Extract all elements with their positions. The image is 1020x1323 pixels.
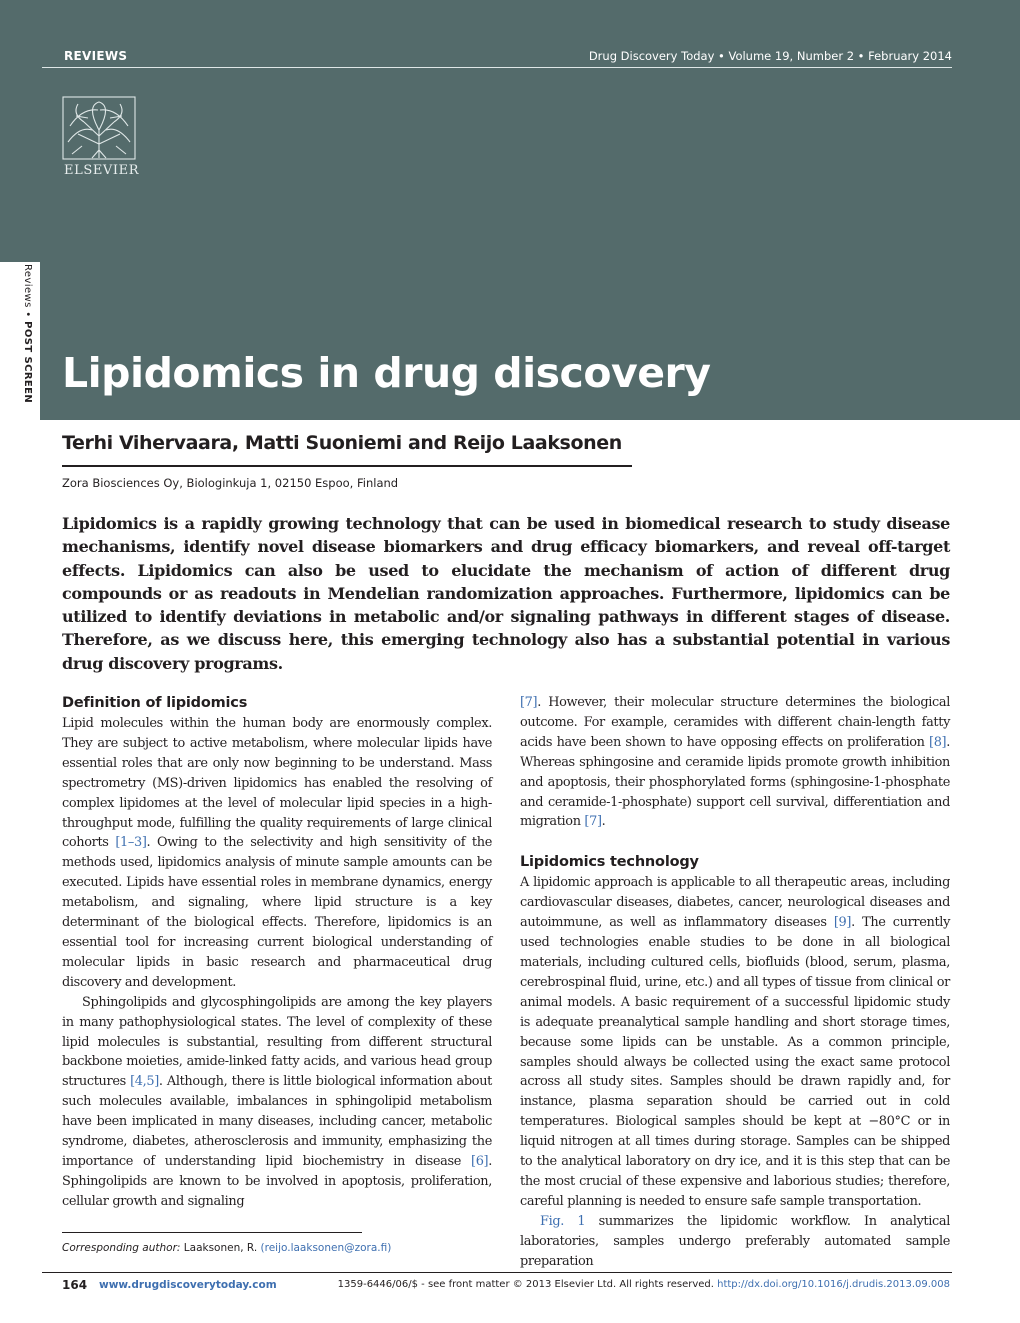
- section-label: REVIEWS: [64, 49, 128, 63]
- copyright-line: 1359-6446/06/$ - see front matter © 2013 Elsevier Ltd. All rights reserved. http://dx.doi.org/10.1016/j.drudis.2013.09.008: [337, 1279, 950, 1290]
- citation-link[interactable]: [1–3]: [115, 835, 147, 851]
- footnote-rule: [62, 1232, 362, 1233]
- right-column: [520, 693, 950, 1271]
- body-paragraph: Sphingolipids and glycosphingolipids are among the key players in many pathophysiological states. The level of complexity of these lipid molecules is substantial, resulting from different structural backbone moieties, amide-linked fatty acids, and various head group structures [4,5]. Although, there is little biological information about such molecules available, imbalances in sphingolipid metabolism have been implicated in many diseases, including cancer, metabolic syndrome, diabetes, atherosclerosis and immunity, emphasizing the importance of understanding lipid biochemistry in disease [6]. Sphingolipids are known to be involved in apoptosis, proliferation, cellular growth and signaling: [62, 994, 492, 1209]
- figure-link[interactable]: Fig. 1: [540, 1213, 586, 1229]
- doi-link[interactable]: http://dx.doi.org/10.1016/j.drudis.2013.09.008: [717, 1279, 950, 1290]
- corresponding-author-note: Corresponding author: Laaksonen, R. (reijo.laaksonen@zora.fi): [62, 1242, 392, 1254]
- journal-website-link[interactable]: www.drugdiscoverytoday.com: [99, 1279, 277, 1291]
- article-title: Lipidomics in drug discovery: [62, 349, 711, 397]
- citation-link[interactable]: [4,5]: [130, 1074, 159, 1090]
- citation-link[interactable]: [7]: [584, 814, 602, 830]
- body-paragraph: A lipidomic approach is applicable to all therapeutic areas, including cardiovascular diseases, diabetes, cancer, neurological diseases and autoimmune, as well as inflammatory diseases [9]. The currently used technologies enable studies to be done in all biological materials, including cultured cells, biofluids (blood, serum, plasma, cerebrospinal fluid, urine, etc.) and all types of tissue from clinical or animal models. A basic requirement of a successful lipidomic study is adequate preanalytical sample handling and short storage times, because some lipids can be unstable. As a common principle, samples should always be collected using the exact same protocol across all study sites. Samples should be drawn rapidly and, for instance, plasma separation should be carried out in cold temperatures. Biological samples should be kept at −80°C or in liquid nitrogen at all times during storage. Samples can be shipped to the analytical laboratory on dry ice, and it is this step that can be the most crucial of these expensive and laborious studies; therefore, careful planning is needed to ensure safe sample transportation.: [520, 875, 951, 1209]
- body-paragraph: Fig. 1 summarizes the lipidomic workflow. In analytical laboratories, samples undergo preferably automated sample preparation: [520, 1213, 950, 1269]
- author-list: Terhi Vihervaara, Matti Suoniemi and Reijo Laaksonen: [62, 432, 622, 454]
- side-tab-label: Reviews • POST SCREEN: [22, 264, 33, 404]
- body-paragraph: Lipid molecules within the human body are enormously complex. They are subject to active metabolism, where molecular lipids have essential roles that are only now beginning to be understand. Mass spectrometry (MS)-driven lipidomics has enabled the resolving of complex lipidomes at the level of molecular lipid species in a high-throughput mode, fulfilling the quality requirements of large clinical cohorts [1–3]. Owing to the selectivity and high sensitivity of the methods used, lipidomics analysis of minute sample amounts can be executed. Lipids have essential roles in membrane dynamics, energy metabolism, and signaling, where lipid structure is a key determinant of the biological effects. Therefore, lipidomics is an essential tool for increasing current biological understanding of molecular lipids in basic research and pharmaceutical drug discovery and development.: [62, 716, 492, 990]
- citation-link[interactable]: [6]: [471, 1153, 489, 1169]
- publisher-wordmark: ELSEVIER: [64, 163, 140, 178]
- citation-link[interactable]: [9]: [833, 915, 852, 931]
- affiliation: Zora Biosciences Oy, Biologinkuja 1, 02150 Espoo, Finland: [62, 476, 399, 490]
- citation-link[interactable]: [8]: [929, 734, 947, 750]
- author-email-link[interactable]: (reijo.laaksonen@zora.fi): [260, 1242, 392, 1254]
- page-number: 164: [62, 1278, 88, 1292]
- section-heading-technology: Lipidomics technology: [520, 854, 699, 871]
- left-column: [62, 693, 492, 1212]
- abstract: Lipidomics is a rapidly growing technology that can be used in biomedical research to study disease mechanisms, identify novel disease biomarkers and drug efficacy biomarkers, and reveal off-target effects. Lipidomics can also be used to elucidate the mechanism of action of different drug compounds or as readouts in Mendelian randomization approaches. Furthermore, lipidomics can be utilized to identify deviations in metabolic and/or signaling pathways in different stages of disease. Therefore, as we discuss here, this emerging technology also has a substantial potential in various drug discovery programs.: [62, 514, 950, 673]
- header-rule: [42, 67, 952, 68]
- authors-rule: [62, 465, 632, 467]
- section-heading-definition: Definition of lipidomics: [62, 695, 248, 711]
- side-tab: [0, 262, 40, 422]
- citation-link[interactable]: [7]: [520, 695, 538, 710]
- footer-rule: [42, 1272, 952, 1273]
- body-paragraph: [7]. However, their molecular structure determines the biological outcome. For example, ceramides with different chain-length fatty acids have been shown to have opposing effects on proliferation [8]. Whereas sphingosine and ceramide lipids promote growth inhibition and apoptosis, their phosphorylated forms (sphingosine-1-phosphate and ceramide-1-phosphate) support cell survival, differentiation and migration [7].: [520, 695, 950, 830]
- journal-info: Drug Discovery Today • Volume 19, Number 2 • February 2014: [588, 49, 952, 63]
